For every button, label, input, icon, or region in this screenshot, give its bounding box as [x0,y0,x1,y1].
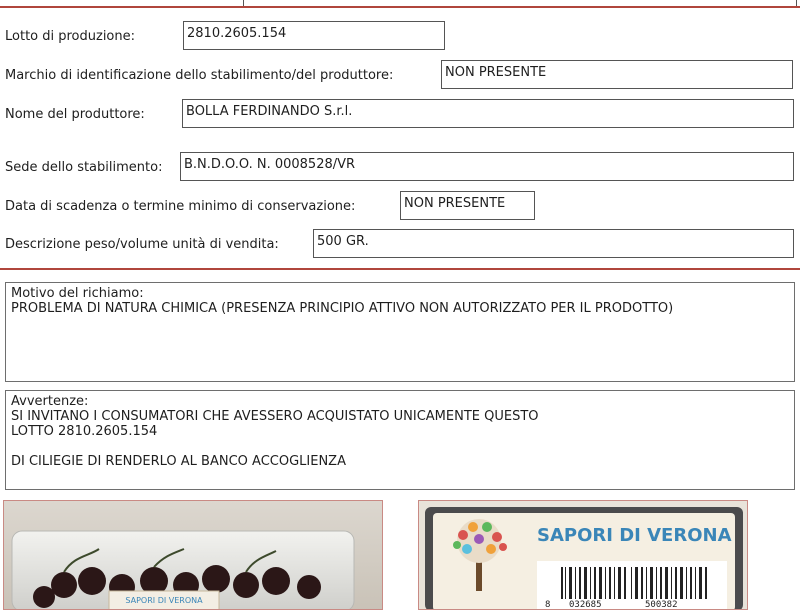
avvertenze-title: Avvertenze: [11,394,89,409]
section-divider [0,268,800,270]
product-photo [3,500,383,610]
label-photo [418,500,748,610]
motivo-title: Motivo del richiamo: [11,286,144,301]
scadenza-field: NON PRESENTE [400,191,535,220]
avvertenze-blank-line [11,439,789,454]
motivo-box [5,282,795,382]
marchio-label: Marchio di identificazione dello stabilimento/del produttore: [5,68,394,83]
sede-label: Sede dello stabilimento: [5,160,163,175]
cherries-package-image [4,501,383,610]
barcode-digit-2: 032685 [569,600,602,610]
header-box-edge [243,0,797,6]
peso-field: 500 GR. [313,229,794,258]
produttore-field: BOLLA FERDINANDO S.r.l. [182,99,794,128]
barcode-digit-3: 500382 [645,600,678,610]
peso-label: Descrizione peso/volume unità di vendita: [5,237,279,252]
avvertenze-line-2: LOTTO 2810.2605.154 [11,424,158,439]
produttore-label: Nome del produttore: [5,107,145,122]
barcode-digit-1: 8 [545,600,551,610]
sede-field: B.N.D.O.O. N. 0008528/VR [180,152,794,181]
motivo-text: PROBLEMA DI NATURA CHIMICA (PRESENZA PRINCIPIO ATTIVO NON AUTORIZZATO PER IL PRODOTTO) [11,301,674,316]
top-divider [0,6,800,8]
marchio-field: NON PRESENTE [441,60,793,89]
avvertenze-line-1: SI INVITANO I CONSUMATORI CHE AVESSERO ACQUISTATO UNICAMENTE QUESTO [11,409,539,424]
lotto-label: Lotto di produzione: [5,29,136,44]
scadenza-label: Data di scadenza o termine minimo di conservazione: [5,199,356,214]
package-label-text: SAPORI DI VERONA [125,596,203,605]
brand-title: SAPORI DI VERONA [537,525,732,546]
lotto-field: 2810.2605.154 [183,21,445,50]
avvertenze-box [5,390,795,490]
avvertenze-line-3: DI CILIEGIE DI RENDERLO AL BANCO ACCOGLIENZA [11,454,346,469]
brand-label-image [419,501,748,610]
barcode [537,561,727,610]
